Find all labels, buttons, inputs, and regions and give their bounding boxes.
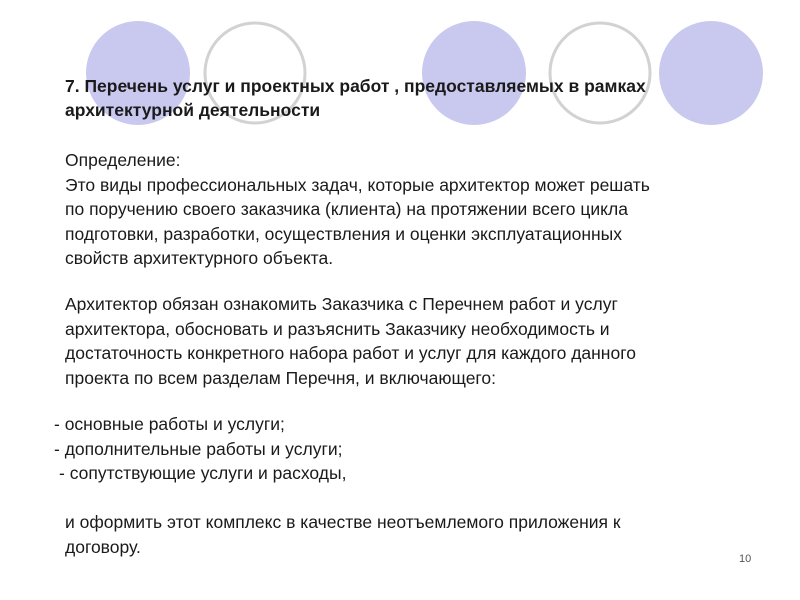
duty-line: Архитектор обязан ознакомить Заказчика с Перечнем работ и услуг — [65, 294, 618, 314]
list-item: - дополнительные работы и услуги; — [54, 438, 343, 459]
definition-line: подготовки, разработки, осуществления и оценки эксплуатационных — [65, 223, 622, 244]
final-line: и оформить этот комплекс в качестве неотъемлемого приложения к — [65, 512, 621, 532]
duty-line: достаточность конкретного набора работ и услуг для каждого данного — [65, 343, 636, 363]
duty-line: архитектора, обосновать и разъяснить Заказчику необходимость и — [65, 318, 610, 339]
duty-paragraph — [65, 292, 765, 390]
final-paragraph — [65, 510, 765, 559]
duty-line: проекта по всем разделам Перечня, и включающего: — [65, 367, 497, 388]
page-number: 10 — [739, 553, 752, 565]
services-list — [54, 412, 346, 486]
slide-title — [65, 74, 765, 122]
list-item: - сопутствующие услуги и расходы, — [59, 463, 347, 483]
definition-paragraph — [65, 148, 765, 271]
definition-line: Это виды профессиональных задач, которые архитектор может решать — [65, 174, 650, 195]
final-line: договору. — [65, 536, 141, 557]
title-line-1: 7. Перечень услуг и проектных работ , предоставляемых в рамках — [65, 76, 646, 96]
definition-line: по поручению своего заказчика (клиента) на протяжении всего цикла — [65, 199, 628, 219]
list-item: - основные работы и услуги; — [54, 414, 285, 434]
definition-line: свойств архитектурного объекта. — [65, 248, 334, 268]
definition-label: Определение: — [65, 150, 181, 170]
title-line-2: архитектурной деятельности — [65, 100, 321, 120]
